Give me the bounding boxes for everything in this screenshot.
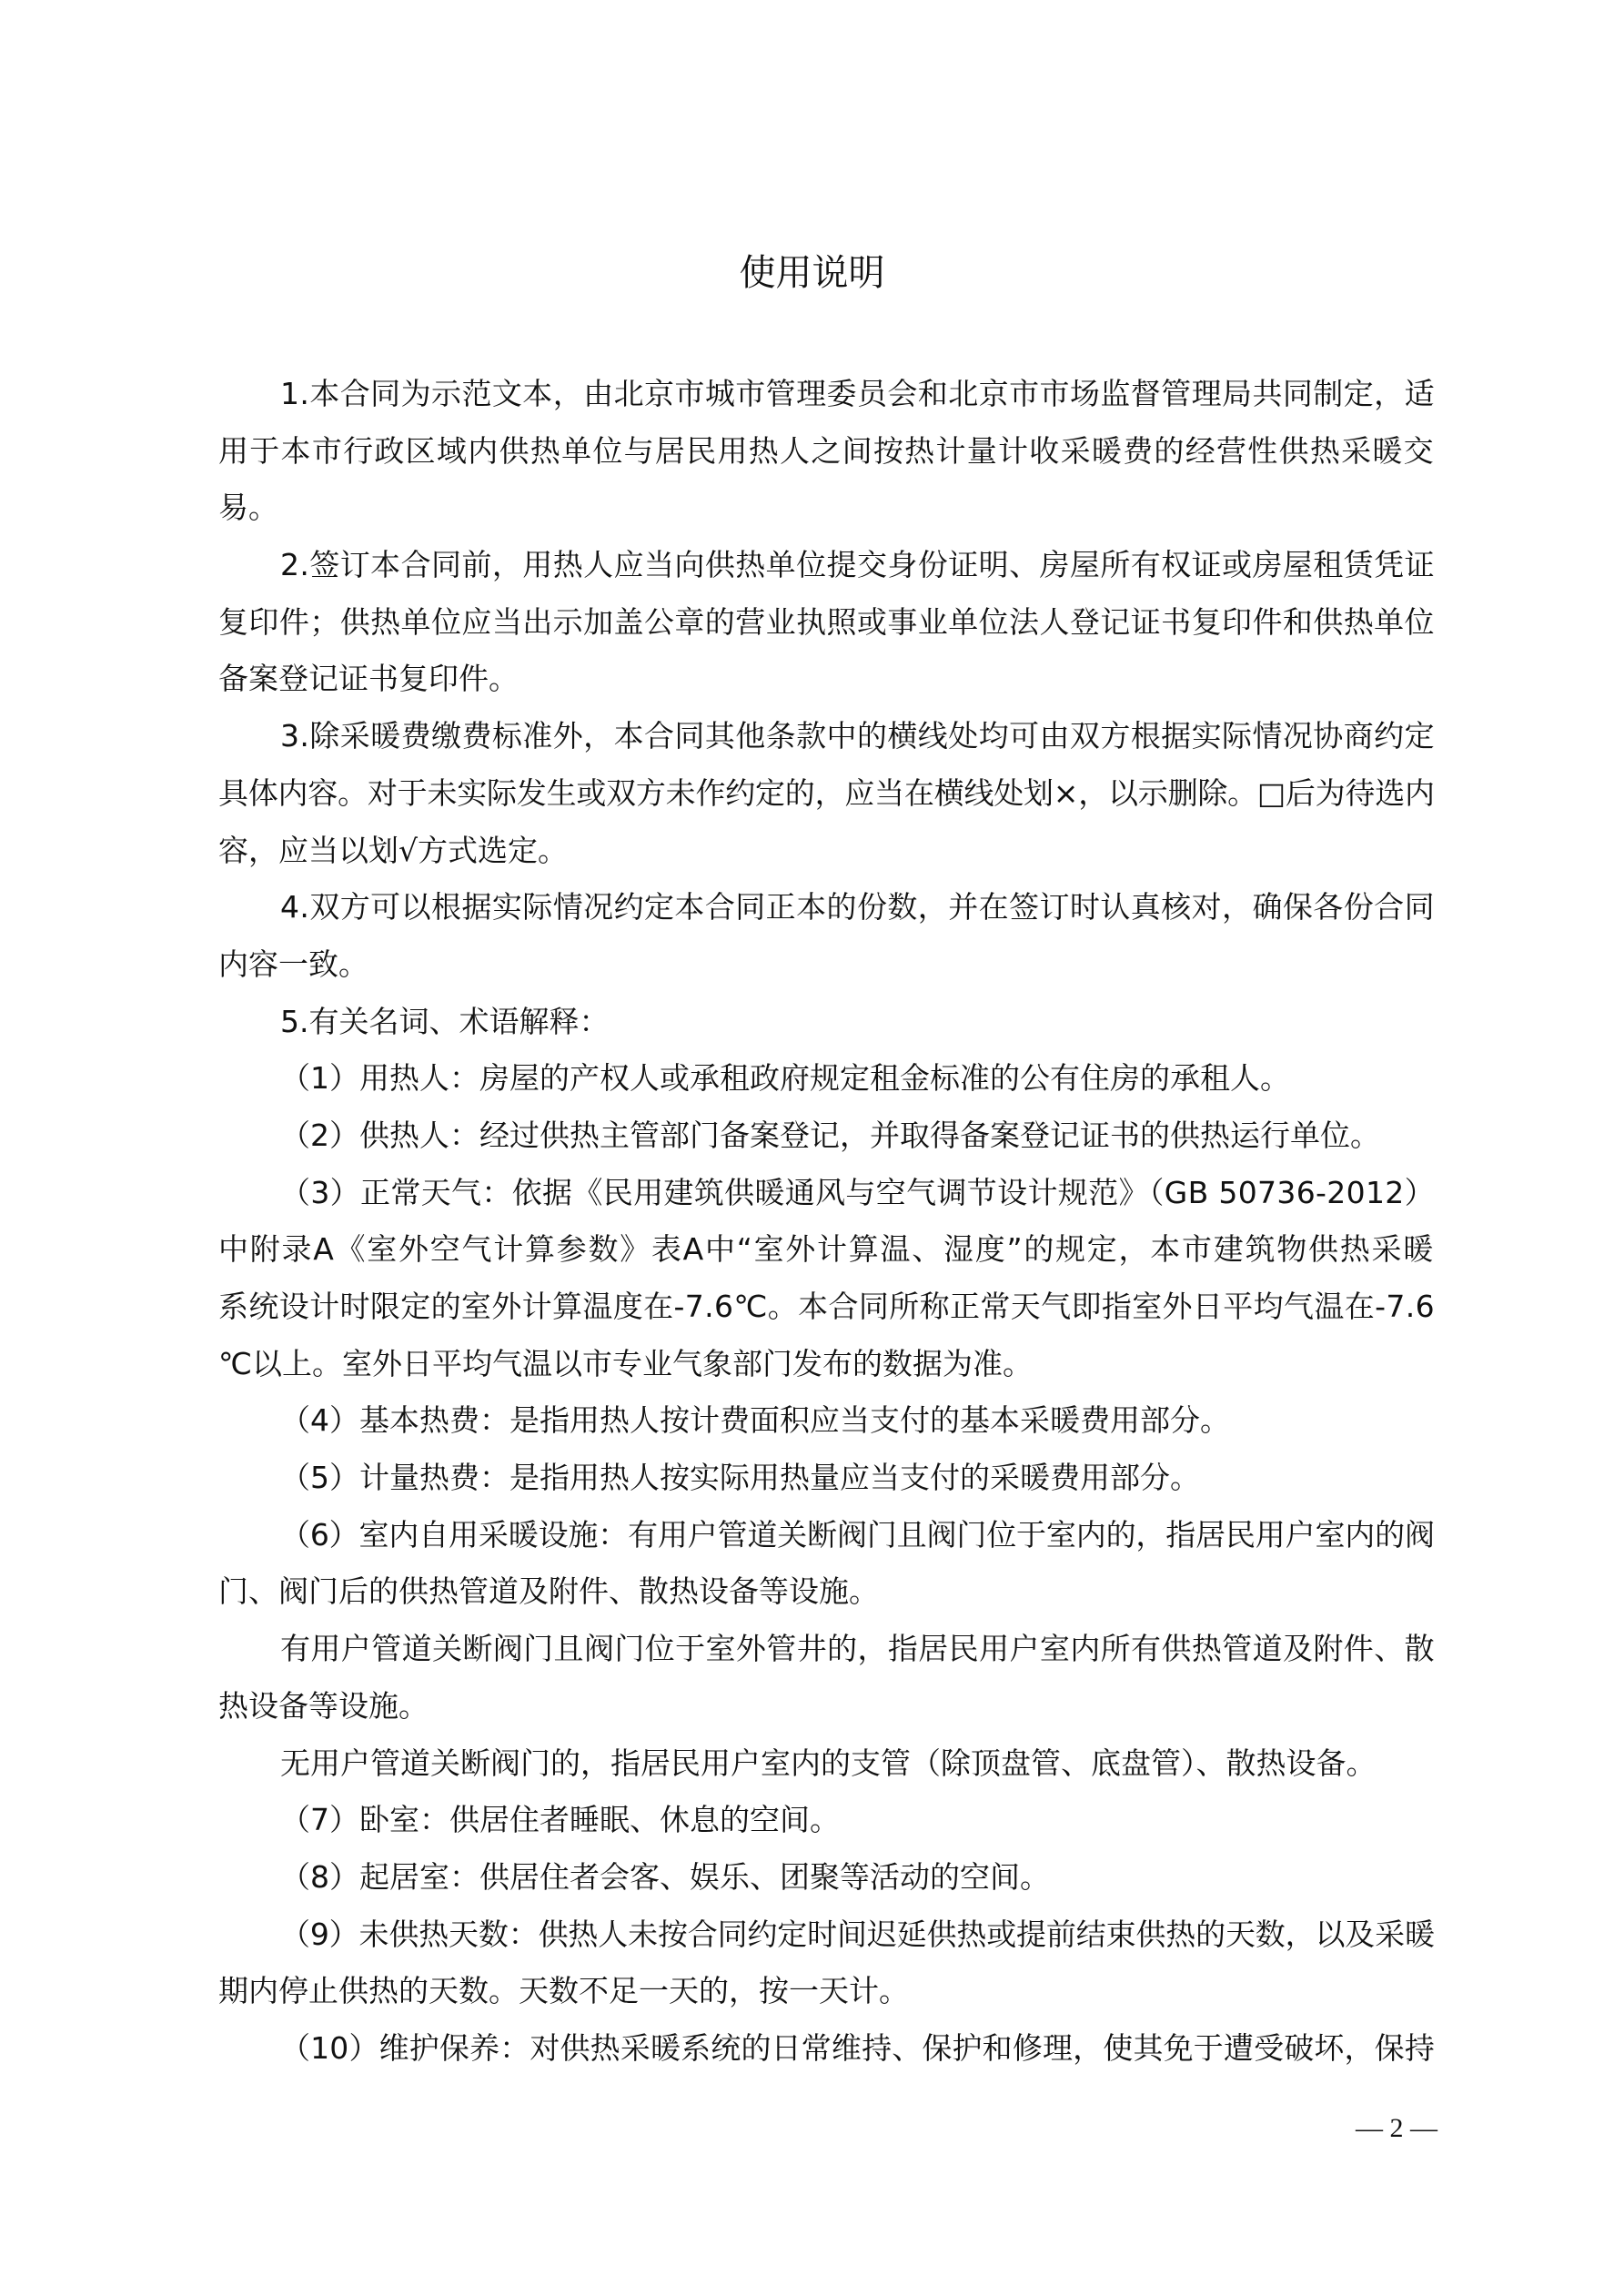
text-line-row	[218, 1563, 1435, 1621]
text-line-row	[218, 936, 1435, 994]
text-line-row	[218, 1108, 1435, 1165]
text-line: （6）室内自用采暖设施：有用户管道关断阀门且阀门位于室内的，指居民用户室内的阀	[280, 1516, 1435, 1553]
text-line: 4.双方可以根据实际情况约定本合同正本的份数，并在签订时认真核对，确保各份合同	[280, 889, 1435, 925]
text-line: 系统设计时限定的室外计算温度在-7.6℃。本合同所称正常天气即指室外日平均气温在-7.6	[218, 1289, 1435, 1324]
text-line: （9）未供热天数：供热人未按合同约定时间迟延供热或提前结束供热的天数，以及采暖	[280, 1916, 1435, 1952]
text-line: 有用户管道关断阀门且阀门位于室外管井的，指居民用户室内所有供热管道及附件、散	[280, 1631, 1435, 1667]
text-line-row	[218, 480, 1435, 537]
text-line-row	[218, 2020, 1435, 2078]
text-line: 无用户管道关断阀门的，指居民用户室内的支管（除顶盘管、底盘管）、散热设备。	[280, 1745, 1377, 1781]
page-number: — 2 —	[1356, 2113, 1437, 2143]
text-line: 内容一致。	[218, 946, 368, 982]
text-line-row	[218, 1963, 1435, 2020]
text-line: （4）基本热费：是指用热人按计费面积应当支付的基本采暖费用部分。	[280, 1402, 1230, 1439]
text-line-row	[218, 1507, 1435, 1564]
text-line-row	[218, 1907, 1435, 1964]
document-body	[218, 366, 1435, 2078]
text-line-row	[218, 423, 1435, 480]
text-line-row	[218, 1735, 1435, 1793]
text-line: 5.有关名词、术语解释：	[280, 1003, 610, 1039]
text-line-row	[218, 1165, 1435, 1222]
text-line-row	[218, 1279, 1435, 1336]
text-line: （10）维护保养：对供热采暖系统的日常维持、保护和修理，使其免于遭受破坏，保持	[280, 2029, 1435, 2066]
text-line: 复印件；供热单位应当出示加盖公章的营业执照或事业单位法人登记证书复印件和供热单位	[218, 603, 1435, 640]
text-line-row	[218, 994, 1435, 1051]
text-line: 具体内容。对于未实际发生或双方未作约定的，应当在横线处划×，以示删除。□后为待选内	[218, 774, 1435, 811]
text-line: （3）正常天气：依据《民用建筑供暖通风与空气调节设计规范》（GB 50736-2012）	[280, 1174, 1435, 1210]
text-line: 2.签订本合同前，用热人应当向供热单位提交身份证明、房屋所有权证或房屋租赁凭证	[280, 547, 1435, 583]
text-line-row	[218, 594, 1435, 652]
text-line-row	[218, 823, 1435, 880]
text-line-row	[218, 708, 1435, 765]
text-line-row	[218, 879, 1435, 936]
text-line-row	[218, 651, 1435, 708]
text-line-row	[218, 537, 1435, 594]
text-line: 容，应当以划√方式选定。	[218, 832, 569, 868]
text-line: 易。	[218, 490, 278, 526]
text-line: 门、阀门后的供热管道及附件、散热设备等设施。	[218, 1573, 879, 1610]
text-line-row	[218, 1392, 1435, 1450]
text-line: 用于本市行政区域内供热单位与居民用热人之间按热计量计收采暖费的经营性供热采暖交	[218, 432, 1435, 469]
text-line-row	[218, 765, 1435, 823]
text-line: 备案登记证书复印件。	[218, 661, 519, 697]
text-line-row	[218, 1792, 1435, 1849]
text-line: （5）计量热费：是指用热人按实际用热量应当支付的采暖费用部分。	[280, 1460, 1200, 1496]
text-line-row	[218, 1221, 1435, 1279]
text-line: （8）起居室：供居住者会客、娱乐、团聚等活动的空间。	[280, 1858, 1050, 1895]
text-line: 热设备等设施。	[218, 1687, 429, 1724]
text-line: 3.除采暖费缴费标准外，本合同其他条款中的横线处均可由双方根据实际情况协商约定	[280, 718, 1435, 754]
text-line-row	[218, 1678, 1435, 1735]
text-line: （1）用热人：房屋的产权人或承租政府规定租金标准的公有住房的承租人。	[280, 1060, 1290, 1097]
text-line: 1.本合同为示范文本，由北京市城市管理委员会和北京市市场监督管理局共同制定，适	[280, 376, 1435, 411]
text-line-row	[218, 1050, 1435, 1108]
text-line: 中附录A《室外空气计算参数》表A中“室外计算温、湿度”的规定，本市建筑物供热采暖	[218, 1231, 1435, 1268]
text-line-row	[218, 1336, 1435, 1393]
text-line-row	[218, 1621, 1435, 1678]
text-line: ℃以上。室外日平均气温以市专业气象部门发布的数据为准。	[218, 1345, 1034, 1381]
page-title: 使用说明	[739, 252, 885, 294]
text-line: （7）卧室：供居住者睡眠、休息的空间。	[280, 1802, 840, 1838]
text-line-row	[218, 1849, 1435, 1907]
text-line-row	[218, 366, 1435, 423]
text-line: （2）供热人：经过供热主管部门备案登记，并取得备案登记证书的供热运行单位。	[280, 1117, 1380, 1153]
text-line-row	[218, 1450, 1435, 1507]
text-line: 期内停止供热的天数。天数不足一天的，按一天计。	[218, 1973, 909, 2009]
